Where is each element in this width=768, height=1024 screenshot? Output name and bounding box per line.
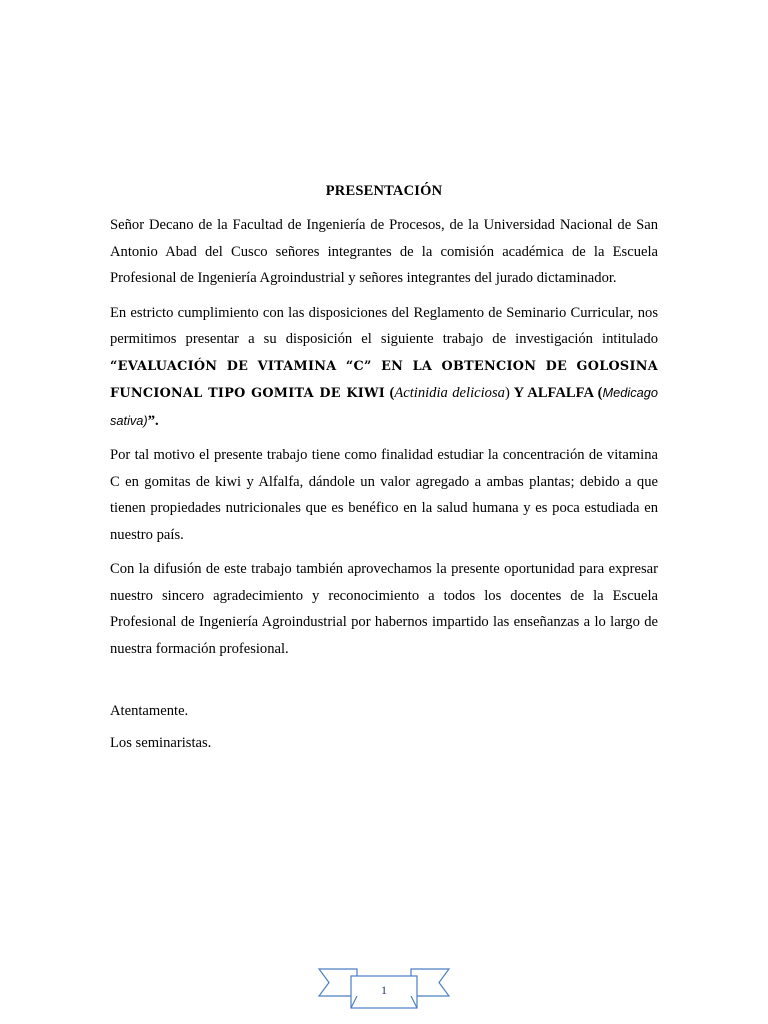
document-body xyxy=(110,212,658,670)
work-title-open-quote: “ xyxy=(110,358,118,374)
species-paren-close: ) xyxy=(504,385,510,401)
work-title-alfalfa: Y ALFALFA ( xyxy=(509,385,603,401)
paragraph-presentation xyxy=(110,300,658,435)
page-number: 1 xyxy=(381,983,387,997)
paragraph-purpose: Por tal motivo el presente trabajo tiene como finalidad estudiar la concentración de vitamina C en gomitas de kiwi y Alfalfa, dándole un valor agregado a ambas plantas; debido a que tienen propiedades nutricionales que es benéfico en la salud humana y es poca estudiada en nuestro país. xyxy=(110,447,658,543)
species-paren-open: ( xyxy=(385,385,395,401)
page-number-banner xyxy=(317,964,451,1016)
species-alfalfa: Medicago sativa) xyxy=(110,385,659,428)
paragraph-thanks: Con la difusión de este trabajo también aprovechamos la presente oportunidad para expresar nuestro sincero agradecimiento y reconocimiento a todos los docentes de la Escuela Profesional de Ingeniería Agroindustrial por habernos impartido las enseñanzas a lo largo de nuestra formación profesional. xyxy=(110,561,658,657)
paragraph-greeting: Señor Decano de la Facultad de Ingeniería de Procesos, de la Universidad Nacional de San Antonio Abad del Cusco señores integrantes de la comisión académica de la Escuela Profesional de Ingeniería Agroindustrial y señores integrantes del jurado dictaminador. xyxy=(110,217,658,286)
closing-line: Atentamente. xyxy=(110,703,189,719)
work-title-close-quote: ”. xyxy=(147,412,159,429)
work-title: EVALUACIÓN DE VITAMINA “C” EN LA OBTENCION DE GOLOSINA FUNCIONAL TIPO GOMITA DE KIWI xyxy=(110,358,658,401)
species-kiwi: Actinidia deliciosa xyxy=(394,385,505,401)
page-title: PRESENTACIÓN xyxy=(325,183,443,199)
signature-line: Los seminaristas. xyxy=(110,735,212,751)
paragraph-presentation-intro: En estricto cumplimiento con las disposiciones del Reglamento de Seminario Curricular, nos permitimos presentar a su disposición el siguiente trabajo de investigación intitulado xyxy=(110,304,658,347)
